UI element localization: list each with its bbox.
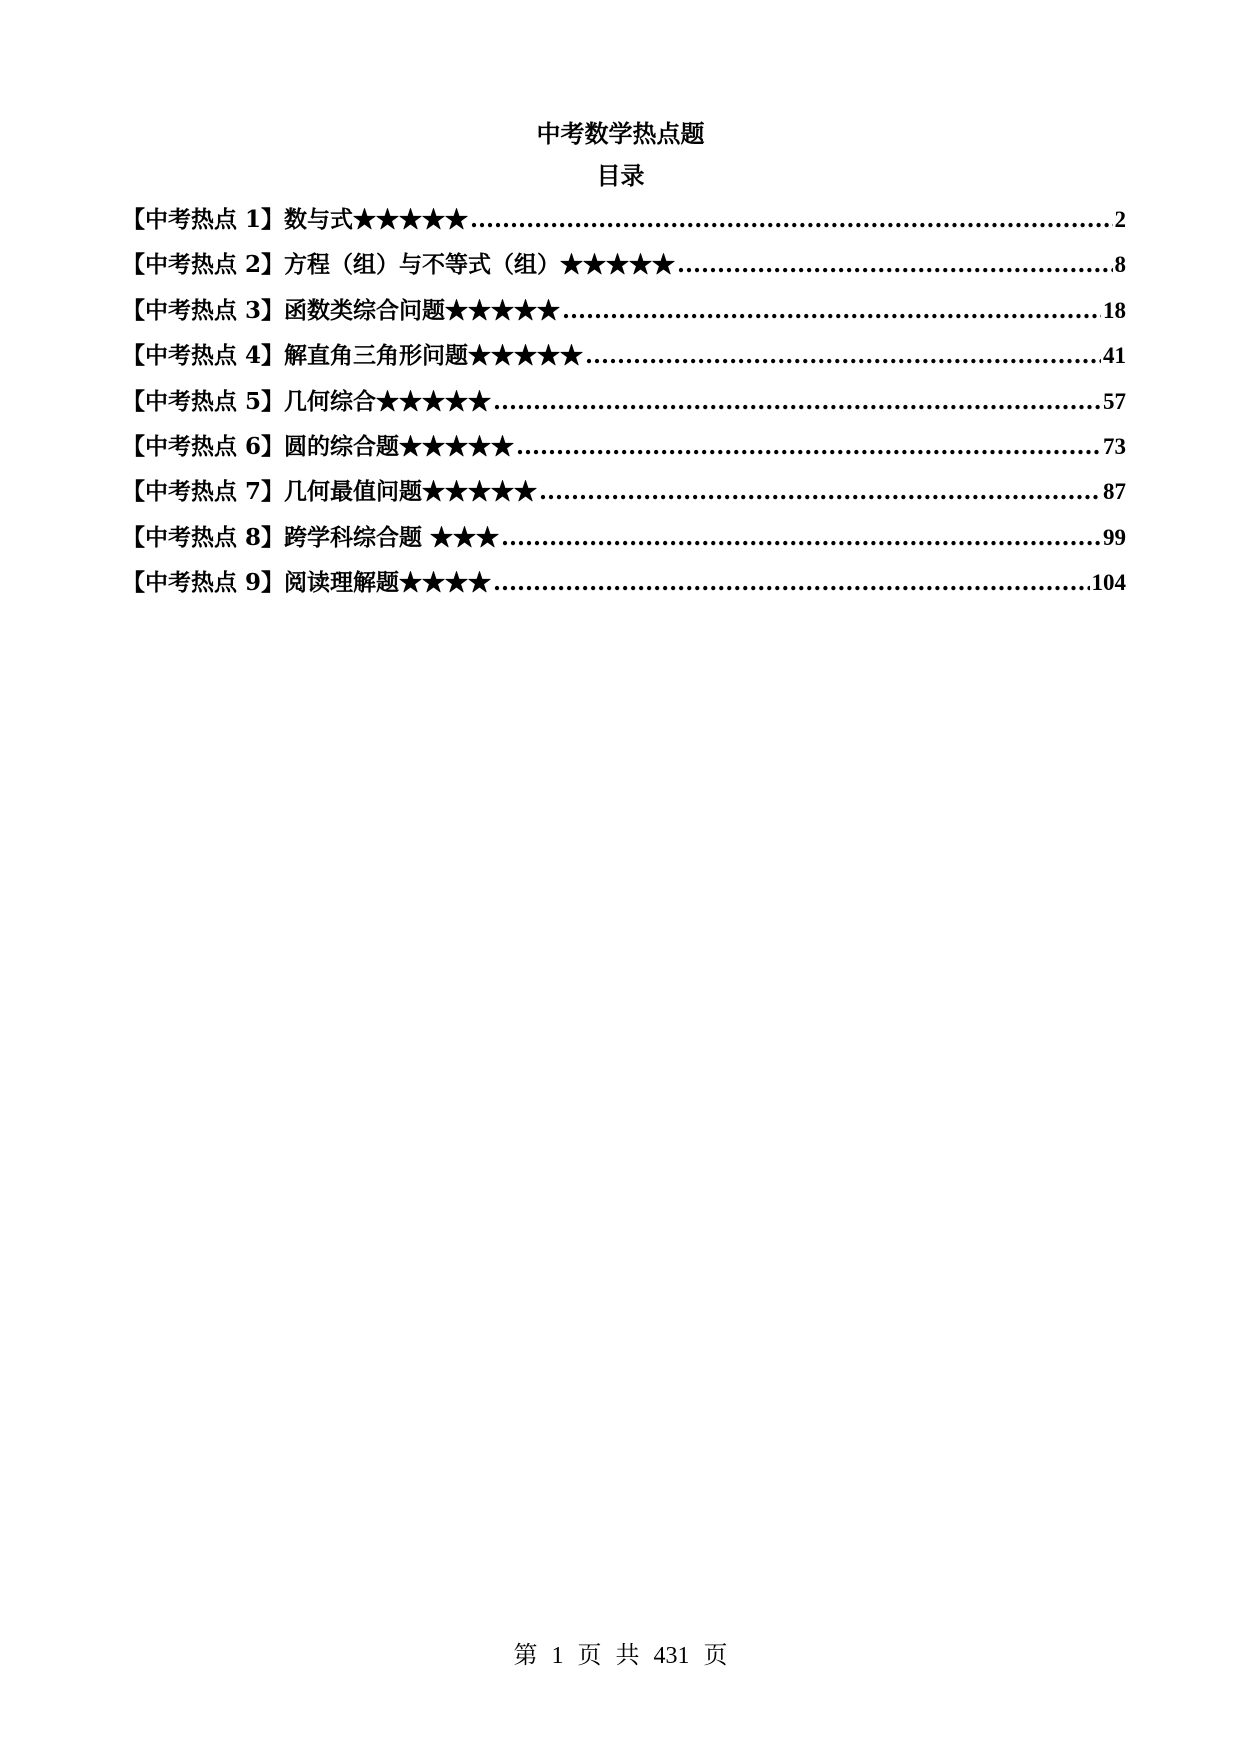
toc-entry-page-number[interactable]: 99 [1103,524,1126,550]
toc-entry-label[interactable]: 【中考热点 3】函数类综合问题★★★★★ [122,296,561,324]
toc-heading: 目录 [596,161,645,190]
toc-entry-5[interactable] [122,386,1126,431]
toc-dot-leader [493,386,1101,418]
toc-entry-page-number[interactable]: 73 [1103,433,1126,459]
toc-entry-page-number[interactable]: 104 [1091,570,1126,596]
toc-entry-page-number[interactable]: 87 [1103,479,1126,505]
toc-dot-leader [677,249,1112,281]
toc-entry-label[interactable]: 【中考热点 8】跨学科综合题 ★★★ [122,523,500,551]
toc-entry-label[interactable]: 【中考热点 1】数与式★★★★★ [122,206,469,233]
toc-dot-leader [493,567,1089,599]
toc-dot-leader [585,340,1101,372]
toc-entry-8[interactable] [122,522,1126,567]
toc-entry-7[interactable] [122,476,1126,521]
toc-entry-label[interactable]: 【中考热点 5】几何综合★★★★★ [122,387,492,415]
toc-dot-leader [562,295,1101,327]
toc-entry-label[interactable]: 【中考热点 4】解直角三角形问题★★★★★ [122,342,584,370]
toc-entry-page-number[interactable]: 8 [1114,252,1126,278]
toc-dot-leader [516,431,1101,463]
toc-entry-label[interactable]: 【中考热点 6】圆的综合题★★★★★ [122,432,515,460]
toc-dot-leader [470,204,1112,236]
toc-entry-page-number[interactable]: 41 [1103,343,1126,369]
toc-entry-4[interactable] [122,340,1126,385]
table-of-contents [122,204,1126,613]
page-footer: 第 1 页 共 431 页 [513,1643,728,1669]
toc-entry-9[interactable] [122,567,1126,612]
toc-dot-leader [539,476,1101,508]
toc-entry-page-number[interactable]: 18 [1103,297,1126,323]
toc-entry-label[interactable]: 【中考热点 2】方程（组）与不等式（组）★★★★★ [122,251,676,279]
toc-entry-1[interactable] [122,204,1126,249]
toc-entry-3[interactable] [122,295,1126,340]
toc-dot-leader [501,522,1101,554]
toc-entry-page-number[interactable]: 57 [1103,388,1126,414]
toc-entry-label[interactable]: 【中考热点 9】阅读理解题★★★★ [122,569,492,597]
page-title: 中考数学热点题 [536,119,705,148]
toc-entry-2[interactable] [122,249,1126,294]
toc-entry-label[interactable]: 【中考热点 7】几何最值问题★★★★★ [122,478,538,506]
toc-entry-page-number[interactable]: 2 [1114,207,1126,232]
toc-entry-6[interactable] [122,431,1126,476]
